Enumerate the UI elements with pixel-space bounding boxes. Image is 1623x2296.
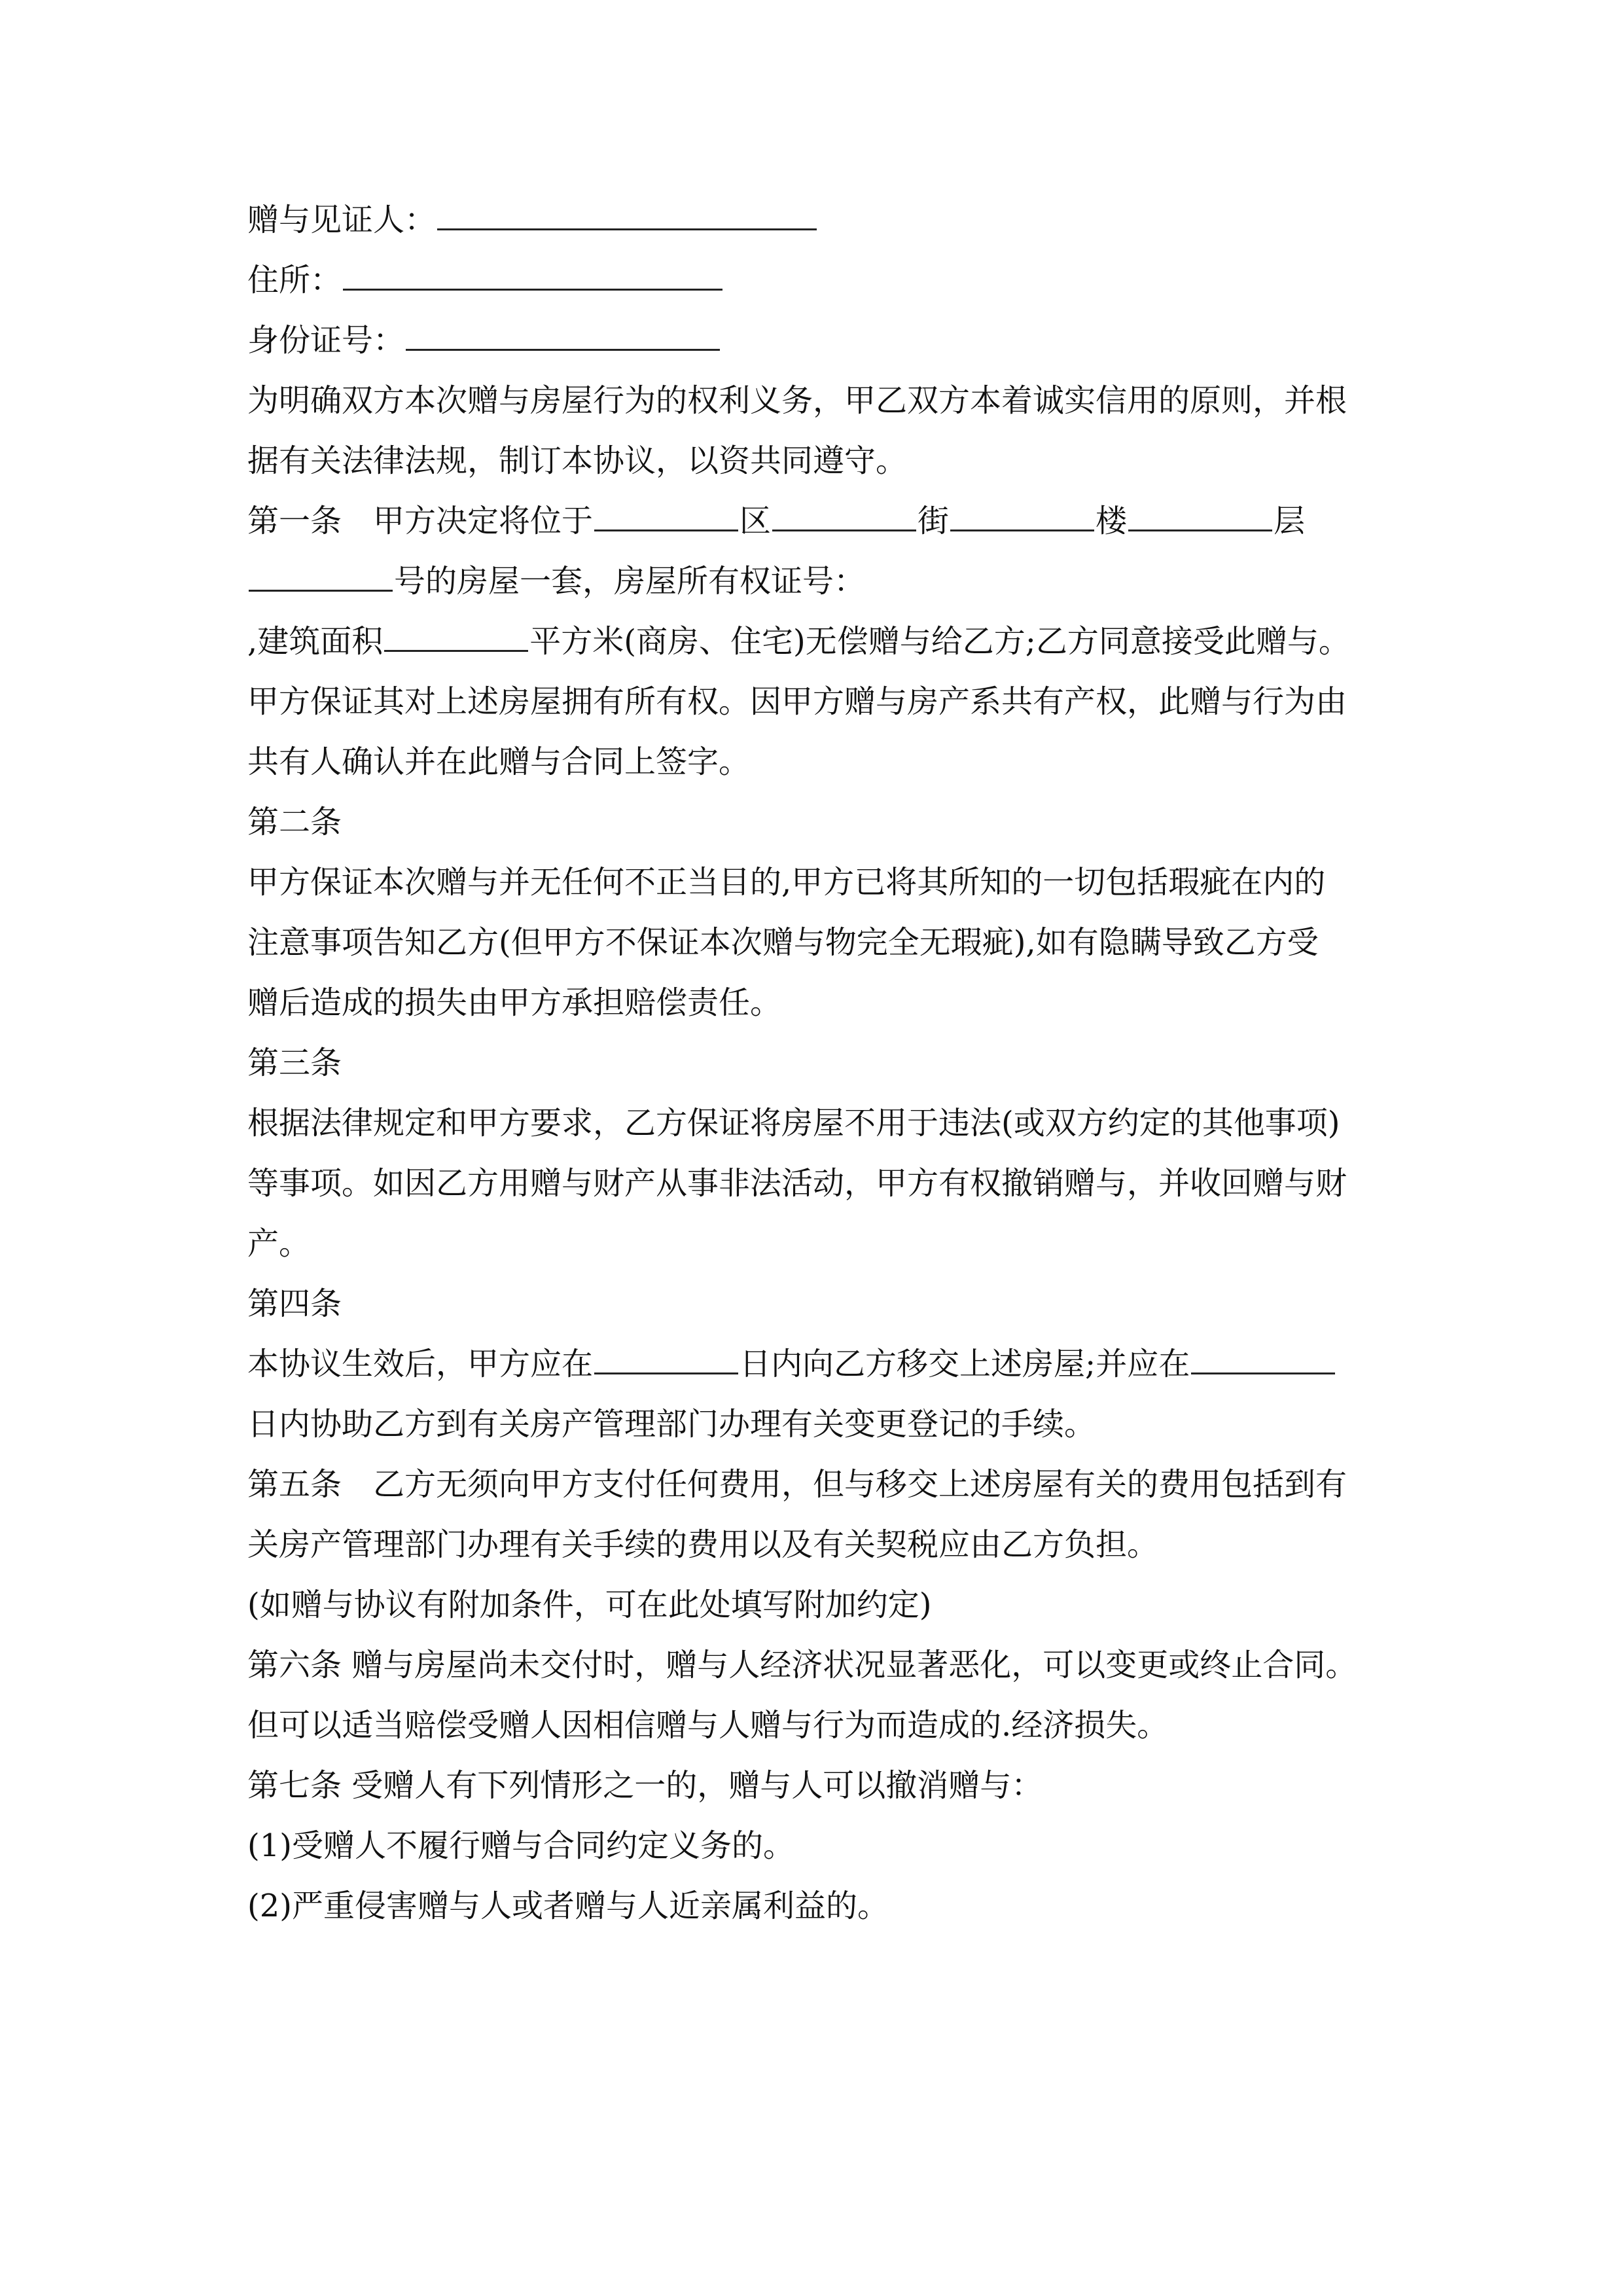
article1-line-3 [247,611,1399,672]
floor-label: 层 [1274,503,1306,539]
witness-id-blank[interactable] [406,323,720,351]
article2-line-2: 注意事项告知乙方(但甲方不保证本次赠与物完全无瑕疵),如有隐瞒导致乙方受 [247,924,1319,961]
witness-id-line [247,310,1399,370]
intro-line-1: 为明确双方本次赠与房屋行为的权利义务，甲乙双方本着诚实信用的原则，并根 [247,382,1347,419]
article1-line-5: 共有人确认并在此赠与合同上签字。 [247,744,751,780]
article7-item-1: (1)受赠人不履行赠与合同约定义务的。 [247,1827,794,1864]
witness-address-label: 住所： [247,262,342,298]
registration-days-blank[interactable] [1191,1346,1335,1374]
article4-line-1 [247,1334,1399,1394]
article4-title: 第四条 [247,1285,342,1322]
witness-name-label: 赠与见证人： [247,202,437,238]
street-label: 街 [918,503,950,539]
witness-address-blank[interactable] [343,262,722,291]
witness-name-line [247,190,1399,250]
witness-name-blank[interactable] [437,202,817,230]
article4-prefix: 本协议生效后，甲方应在 [247,1346,594,1382]
district-label: 区 [740,503,772,539]
article6-line-2: 但可以适当赔偿受赠人因相信赠与人赠与行为而造成的.经济损失。 [247,1707,1169,1744]
handover-days-blank[interactable] [594,1346,738,1374]
article5-note: (如赠与协议有附加条件，可在此处填写附加约定) [247,1587,932,1623]
article6-line-1: 第六条 赠与房屋尚未交付时，赠与人经济状况显著恶化，可以变更或终止合同。 [247,1647,1357,1683]
article7-item-2: (2)严重侵害赠与人或者赠与人近亲属利益的。 [247,1888,889,1924]
article1-line-4: 甲方保证其对上述房屋拥有所有权。因甲方赠与房产系共有产权，此赠与行为由 [247,683,1347,720]
article1-lead: 第一条 甲方决定将位于 [247,503,594,539]
article2-line-3: 赠后造成的损失由甲方承担赔偿责任。 [247,984,782,1021]
area-suffix: 平方米(商房、住宅)无偿赠与给乙方;乙方同意接受此赠与。 [529,623,1350,660]
article3-line-2: 等事项。如因乙方用赠与财产从事非法活动，甲方有权撤销赠与，并收回赠与财 [247,1165,1347,1202]
building-blank[interactable] [950,503,1094,531]
area-blank[interactable] [384,624,528,652]
article3-line-3: 产。 [247,1225,311,1262]
area-prefix: ,建筑面积 [247,623,383,660]
house-number-blank[interactable] [249,564,393,592]
district-blank[interactable] [594,503,738,531]
article3-title: 第三条 [247,1045,342,1081]
article1-line-2 [247,551,1399,611]
contract-body [247,190,1399,1936]
house-number-text: 号的房屋一套，房屋所有权证号： [394,563,866,600]
article1-line-1 [247,491,1399,551]
article5-line-1: 第五条 乙方无须向甲方支付任何费用，但与移交上述房屋有关的费用包括到有 [247,1466,1347,1503]
article7-line-1: 第七条 受赠人有下列情形之一的，赠与人可以撤消赠与： [247,1767,1043,1804]
article2-title: 第二条 [247,804,342,840]
article4-line-2: 日内协助乙方到有关房产管理部门办理有关变更登记的手续。 [247,1406,1096,1443]
article2-line-1: 甲方保证本次赠与并无任何不正当目的,甲方已将其所知的一切包括瑕疵在内的 [247,864,1326,901]
article5-line-2: 关房产管理部门办理有关手续的费用以及有关契税应由乙方负担。 [247,1526,1159,1563]
witness-id-label: 身份证号： [247,322,405,359]
article4-middle: 日内向乙方移交上述房屋;并应在 [740,1346,1190,1382]
witness-address-line [247,250,1399,310]
article3-line-1: 根据法律规定和甲方要求，乙方保证将房屋不用于违法(或双方约定的其他事项) [247,1105,1340,1141]
building-label: 楼 [1096,503,1128,539]
intro-line-2: 据有关法律法规，制订本协议，以资共同遵守。 [247,442,908,479]
street-blank[interactable] [772,503,916,531]
floor-blank[interactable] [1128,503,1272,531]
